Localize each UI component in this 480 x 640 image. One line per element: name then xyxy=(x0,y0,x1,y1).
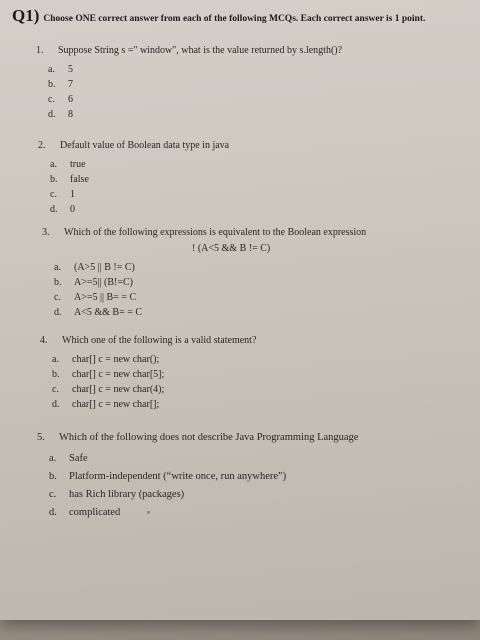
option-letter: b. xyxy=(50,174,58,185)
question-text: Which one of the following is a valid statement? xyxy=(62,335,257,346)
option-letter: d. xyxy=(52,399,60,410)
option-d xyxy=(54,305,366,320)
option-d xyxy=(48,107,342,122)
option-text: 1 xyxy=(70,189,75,200)
option-letter: a. xyxy=(54,262,61,273)
option-letter: a. xyxy=(49,452,57,464)
option-text: (A>5 || B != C) xyxy=(74,262,135,273)
option-text: char[] c = new char[]; xyxy=(72,399,160,410)
option-c xyxy=(50,187,229,202)
question-1 xyxy=(36,45,342,122)
option-c xyxy=(49,485,358,503)
question-number: 1. xyxy=(36,45,44,56)
option-text: has Rich library (packages) xyxy=(69,488,185,500)
option-text: Safe xyxy=(69,452,88,464)
option-text: char[] c = new char(4); xyxy=(72,384,165,395)
option-c xyxy=(48,92,342,107)
question-number: 5. xyxy=(37,432,45,443)
option-a xyxy=(52,352,256,367)
pencil-mark xyxy=(147,511,150,514)
question-text: Which of the following expressions is equivalent to the Boolean expression xyxy=(64,227,367,238)
option-list xyxy=(38,157,229,217)
option-text: A<5 && B= = C xyxy=(74,307,143,318)
option-letter: b. xyxy=(48,79,56,90)
option-list xyxy=(40,352,256,412)
option-letter: c. xyxy=(48,94,55,105)
option-text: Platform-independent (“write once, run anywhere”) xyxy=(69,470,287,482)
option-b xyxy=(50,172,229,187)
option-text: true xyxy=(70,159,86,170)
question-text: Suppose String s =" window", what is the value returned by s.length()? xyxy=(58,45,343,56)
option-b xyxy=(49,467,358,485)
option-a xyxy=(50,157,229,172)
option-b xyxy=(52,367,256,382)
option-letter: b. xyxy=(52,369,60,380)
option-letter: d. xyxy=(50,204,58,215)
question-text: Default value of Boolean data type in java xyxy=(60,140,230,151)
option-letter: b. xyxy=(54,277,62,288)
option-d xyxy=(52,397,256,412)
section-label: Q1) xyxy=(12,6,40,25)
option-letter: a. xyxy=(48,64,55,75)
option-text: complicated xyxy=(69,506,121,518)
option-list xyxy=(42,260,366,320)
option-letter: a. xyxy=(50,159,57,170)
option-letter: a. xyxy=(52,354,59,365)
option-text: A>=5|| (B!=C) xyxy=(74,277,133,288)
option-a xyxy=(48,62,342,77)
option-text: char[] c = new char(); xyxy=(72,354,160,365)
option-text: 8 xyxy=(68,109,73,120)
instructions-header xyxy=(12,6,467,25)
option-c xyxy=(54,290,366,305)
question-3 xyxy=(42,227,366,320)
option-text: A>=5 || B= = C xyxy=(74,292,137,303)
option-text: 6 xyxy=(68,94,73,105)
question-text: Which of the following does not describe Java Programming Language xyxy=(59,432,359,443)
option-d xyxy=(49,503,358,521)
option-list xyxy=(37,449,358,521)
instructions-text: Choose ONE correct answer from each of the following MCQs. Each correct answer is 1 point. xyxy=(43,14,426,24)
option-text: 0 xyxy=(70,204,75,215)
option-text: 7 xyxy=(68,79,73,90)
option-text: char[] c = new char[5]; xyxy=(72,369,165,380)
option-d xyxy=(50,202,229,217)
option-letter: c. xyxy=(52,384,59,395)
question-number: 4. xyxy=(40,335,48,346)
question-5 xyxy=(37,432,358,521)
option-text: false xyxy=(70,174,89,185)
question-number: 3. xyxy=(42,227,50,238)
option-b xyxy=(48,77,342,92)
option-a xyxy=(54,260,366,275)
option-a xyxy=(49,449,358,467)
option-letter: c. xyxy=(54,292,61,303)
option-letter: d. xyxy=(49,506,57,518)
option-c xyxy=(52,382,256,397)
boolean-expression: ! (A<5 && B != C) xyxy=(192,243,271,254)
option-b xyxy=(54,275,366,290)
option-letter: c. xyxy=(50,189,57,200)
option-text: 5 xyxy=(68,64,73,75)
option-letter: c. xyxy=(49,488,57,500)
option-letter: b. xyxy=(49,470,57,482)
option-letter: d. xyxy=(54,307,62,318)
option-letter: d. xyxy=(48,109,56,120)
question-4 xyxy=(40,335,256,412)
option-list xyxy=(36,62,342,122)
question-2 xyxy=(38,140,229,217)
question-number: 2. xyxy=(38,140,46,151)
